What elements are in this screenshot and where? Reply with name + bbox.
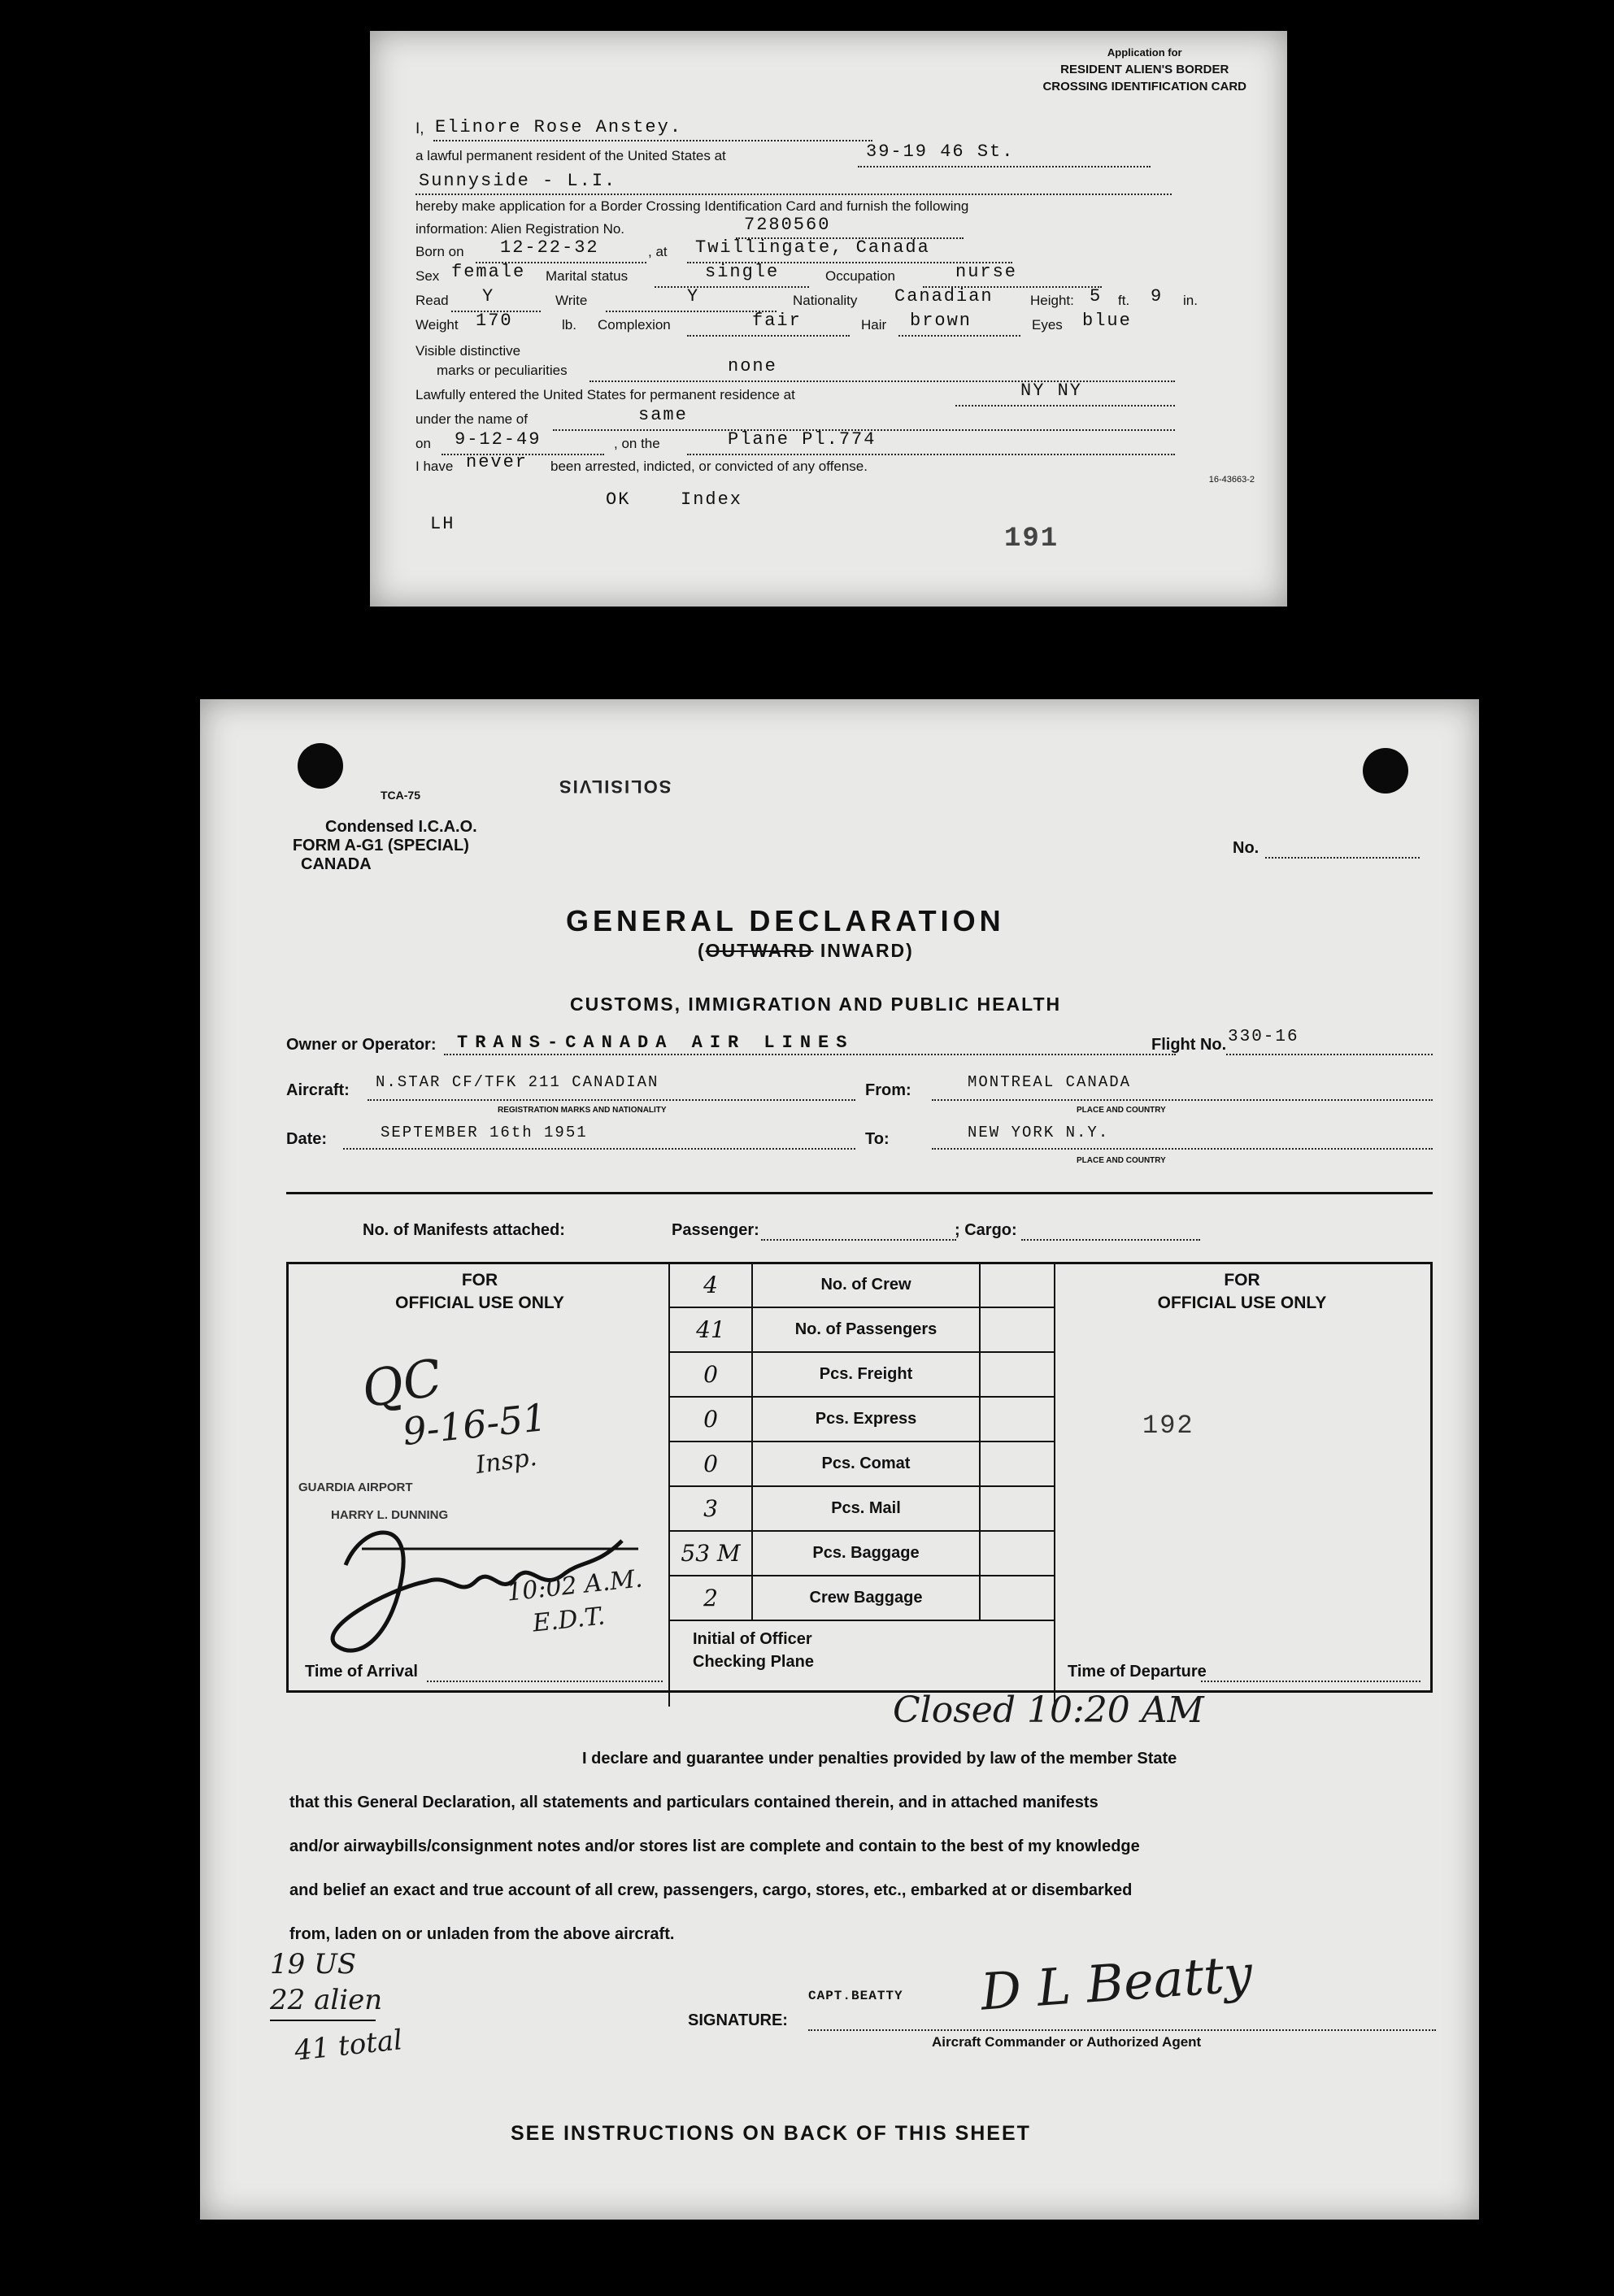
count-blank bbox=[980, 1531, 1055, 1576]
hair-label: Hair bbox=[861, 317, 887, 333]
stamp-mark: SOLISILVIS bbox=[558, 776, 672, 797]
count-row bbox=[669, 1307, 1055, 1352]
handwritten-timezone: E.D.T. bbox=[531, 1602, 607, 1638]
marks-label-2: marks or peculiarities bbox=[437, 363, 568, 378]
general-declaration-form bbox=[200, 699, 1479, 2220]
manifests-label: No. of Manifests attached: bbox=[363, 1221, 565, 1239]
count-row bbox=[669, 1442, 1055, 1486]
sex-label: Sex bbox=[415, 268, 440, 284]
eyes-value: blue bbox=[1082, 311, 1132, 331]
count-blank bbox=[980, 1263, 1055, 1307]
aircraft-value: N.STAR CF/TFK 211 CANADIAN bbox=[376, 1073, 659, 1091]
ok-note: OK bbox=[606, 489, 631, 510]
count-row bbox=[669, 1576, 1055, 1620]
address-line-1: 39-19 46 St. bbox=[866, 141, 1015, 162]
weight-label: Weight bbox=[415, 317, 459, 333]
have-value: never bbox=[466, 452, 529, 472]
born-label: Born on bbox=[415, 244, 464, 259]
complexion-value: fair bbox=[752, 311, 802, 331]
entry-on-the-label: , on the bbox=[614, 436, 660, 451]
count-value: 4 bbox=[669, 1263, 752, 1307]
write-label: Write bbox=[555, 293, 588, 308]
alien-registration-label: information: Alien Registration No. bbox=[415, 221, 625, 237]
feet-label: ft. bbox=[1118, 293, 1130, 308]
count-blank bbox=[980, 1397, 1055, 1442]
registration-caption: REGISTRATION MARKS AND NATIONALITY bbox=[498, 1106, 667, 1115]
official-use-left: FOR OFFICIAL USE ONLY bbox=[395, 1271, 564, 1312]
flight-label: Flight No. bbox=[1151, 1036, 1227, 1054]
signature-caption: Aircraft Commander or Authorized Agent bbox=[932, 2034, 1202, 2050]
marks-value: none bbox=[728, 356, 777, 376]
card-header: Application for RESIDENT ALIEN'S BORDER CROSSING IDENTIFICATION CARD bbox=[1042, 46, 1246, 93]
card-form-number: 16-43663-2 bbox=[1208, 475, 1255, 485]
handwritten-date: 9-16-51 bbox=[400, 1394, 549, 1455]
number-label: No. bbox=[1233, 839, 1259, 857]
signature-name: CAPT.BEATTY bbox=[808, 1989, 903, 2003]
icao-block: Condensed I.C.A.O. FORM A-G1 (SPECIAL) CANADA bbox=[292, 818, 477, 873]
cargo-label: ; Cargo: bbox=[955, 1221, 1017, 1239]
count-blank bbox=[980, 1576, 1055, 1620]
count-label: Pcs. Freight bbox=[752, 1352, 980, 1397]
height-inches: 9 bbox=[1151, 286, 1164, 307]
entry-place: NY NY bbox=[1020, 380, 1083, 401]
index-note: Index bbox=[681, 489, 743, 510]
height-feet: 5 bbox=[1090, 286, 1103, 307]
count-blank bbox=[980, 1486, 1055, 1531]
official-number: 192 bbox=[1142, 1411, 1194, 1441]
punch-hole bbox=[1363, 748, 1408, 794]
height-label: Height: bbox=[1030, 293, 1074, 308]
entered-text: Lawfully entered the United States for permanent residence at bbox=[415, 387, 795, 402]
inches-label: in. bbox=[1183, 293, 1198, 308]
to-place-caption: PLACE AND COUNTRY bbox=[1077, 1156, 1166, 1165]
count-value: 3 bbox=[669, 1486, 752, 1531]
at-label: , at bbox=[648, 244, 668, 259]
under-name-value: same bbox=[638, 405, 688, 425]
count-blank bbox=[980, 1307, 1055, 1352]
inspector-initials: QC bbox=[357, 1347, 446, 1420]
hereby-text: hereby make application for a Border Crossing Identification Card and furnish the following bbox=[415, 198, 969, 214]
officer-initial-label: Initial of Officer Checking Plane bbox=[693, 1630, 814, 1671]
date-value: SEPTEMBER 16th 1951 bbox=[381, 1124, 588, 1141]
owner-value: TRANS-CANADA AIR LINES bbox=[457, 1033, 855, 1053]
pounds-label: lb. bbox=[562, 317, 576, 333]
signature-label: SIGNATURE: bbox=[688, 2011, 788, 2029]
to-label: To: bbox=[865, 1130, 890, 1148]
count-row bbox=[669, 1531, 1055, 1576]
count-label: Crew Baggage bbox=[752, 1576, 980, 1620]
date-label: Date: bbox=[286, 1130, 328, 1148]
count-row bbox=[669, 1486, 1055, 1531]
weight-value: 170 bbox=[476, 311, 513, 331]
lh-note: LH bbox=[430, 514, 455, 534]
i-label: I, bbox=[415, 120, 424, 137]
count-row bbox=[669, 1352, 1055, 1397]
count-label: Pcs. Express bbox=[752, 1397, 980, 1442]
hair-value: brown bbox=[910, 311, 972, 331]
time-of-departure-label: Time of Departure bbox=[1068, 1663, 1207, 1681]
eyes-label: Eyes bbox=[1032, 317, 1063, 333]
marks-label-1: Visible distinctive bbox=[415, 343, 521, 359]
count-blank bbox=[980, 1442, 1055, 1486]
read-label: Read bbox=[415, 293, 449, 308]
count-value: 41 bbox=[669, 1307, 752, 1352]
to-value: NEW YORK N.Y. bbox=[968, 1124, 1110, 1141]
address-line-2: Sunnyside - L.I. bbox=[419, 171, 617, 191]
handwritten-closed-time: Closed 10:20 AM bbox=[893, 1689, 1204, 1731]
under-name-label: under the name of bbox=[415, 411, 528, 427]
aircraft-label: Aircraft: bbox=[286, 1081, 350, 1099]
form-title: GENERAL DECLARATION bbox=[566, 904, 1005, 937]
nationality-label: Nationality bbox=[793, 293, 858, 308]
count-label: No. of Passengers bbox=[752, 1307, 980, 1352]
count-row bbox=[669, 1263, 1055, 1307]
marital-value: single bbox=[705, 262, 780, 282]
nationality-value: Canadian bbox=[894, 286, 994, 307]
time-of-arrival-label: Time of Arrival bbox=[305, 1663, 418, 1681]
form-code: TCA-75 bbox=[381, 789, 421, 802]
declaration-text: I declare and guarantee under penalties provided by law of the member State that this General Declaration, all statements and particulars contained therein, and in attached manifests and/or airwaybills/consignment notes and/or stores list are complete and contain to the best of my knowledge and belief an exact and true account of all crew, passengers, cargo, stores, etc., embarked at or disembarked from, laden on or unladen from the above aircraft. bbox=[289, 1750, 1177, 1943]
count-label: No. of Crew bbox=[752, 1263, 980, 1307]
owner-label: Owner or Operator: bbox=[286, 1036, 437, 1054]
count-label: Pcs. Baggage bbox=[752, 1531, 980, 1576]
entry-date: 9-12-49 bbox=[455, 429, 542, 450]
arrested-text: been arrested, indicted, or convicted of any offense. bbox=[550, 459, 868, 474]
handwritten-tally-total: 41 total bbox=[293, 2024, 404, 2068]
count-value: 53 M bbox=[669, 1531, 752, 1576]
from-place-caption: PLACE AND COUNTRY bbox=[1077, 1106, 1166, 1115]
count-value: 0 bbox=[669, 1442, 752, 1486]
handwritten-tally-alien: 22 alien bbox=[270, 1984, 383, 2016]
handwritten-arrival-time: 10:02 A.M. bbox=[505, 1564, 644, 1607]
passenger-label: Passenger: bbox=[672, 1221, 759, 1239]
count-label: Pcs. Mail bbox=[752, 1486, 980, 1531]
occupation-value: nurse bbox=[955, 262, 1018, 282]
count-label: Pcs. Comat bbox=[752, 1442, 980, 1486]
punch-hole bbox=[298, 743, 343, 789]
flight-number: 330-16 bbox=[1228, 1028, 1299, 1046]
captain-signature: D L Beatty bbox=[978, 1943, 1255, 2022]
from-value: MONTREAL CANADA bbox=[968, 1073, 1132, 1091]
write-value: Y bbox=[687, 286, 700, 307]
have-label: I have bbox=[415, 459, 454, 474]
direction: (OUTWARD INWARD) bbox=[698, 940, 914, 961]
stamp-number: 191 bbox=[1004, 524, 1059, 554]
from-label: From: bbox=[865, 1081, 911, 1099]
handwritten-tally-us: 19 US bbox=[270, 1948, 357, 1981]
entry-vessel: Plane Pl.774 bbox=[728, 429, 877, 450]
entry-on-label: on bbox=[415, 436, 431, 451]
immigration-stamp: GUARDIA AIRPORT HARRY L. DUNNING bbox=[298, 1481, 449, 1522]
occupation-label: Occupation bbox=[825, 268, 895, 284]
official-use-box bbox=[286, 1262, 1433, 1693]
count-value: 0 bbox=[669, 1352, 752, 1397]
count-value: 2 bbox=[669, 1576, 752, 1620]
read-value: Y bbox=[482, 286, 495, 307]
count-blank bbox=[980, 1352, 1055, 1397]
sex-value: female bbox=[451, 262, 526, 282]
count-row bbox=[669, 1397, 1055, 1442]
footer-instructions: SEE INSTRUCTIONS ON BACK OF THIS SHEET bbox=[511, 2122, 1031, 2145]
count-value: 0 bbox=[669, 1397, 752, 1442]
resident-text: a lawful permanent resident of the United States at bbox=[415, 148, 726, 163]
complexion-label: Complexion bbox=[598, 317, 671, 333]
border-crossing-card bbox=[370, 31, 1287, 607]
alien-registration-number: 7280560 bbox=[744, 215, 831, 235]
official-use-right: FOR OFFICIAL USE ONLY bbox=[1157, 1271, 1327, 1312]
birth-date: 12-22-32 bbox=[500, 237, 599, 258]
birth-place: Twillingate, Canada bbox=[695, 237, 930, 258]
applicant-name: Elinore Rose Anstey. bbox=[435, 117, 683, 137]
counts-table bbox=[668, 1262, 1055, 1707]
marital-label: Marital status bbox=[546, 268, 629, 284]
handwritten-insp: Insp. bbox=[473, 1442, 539, 1481]
form-subtitle: CUSTOMS, IMMIGRATION AND PUBLIC HEALTH bbox=[570, 994, 1062, 1015]
